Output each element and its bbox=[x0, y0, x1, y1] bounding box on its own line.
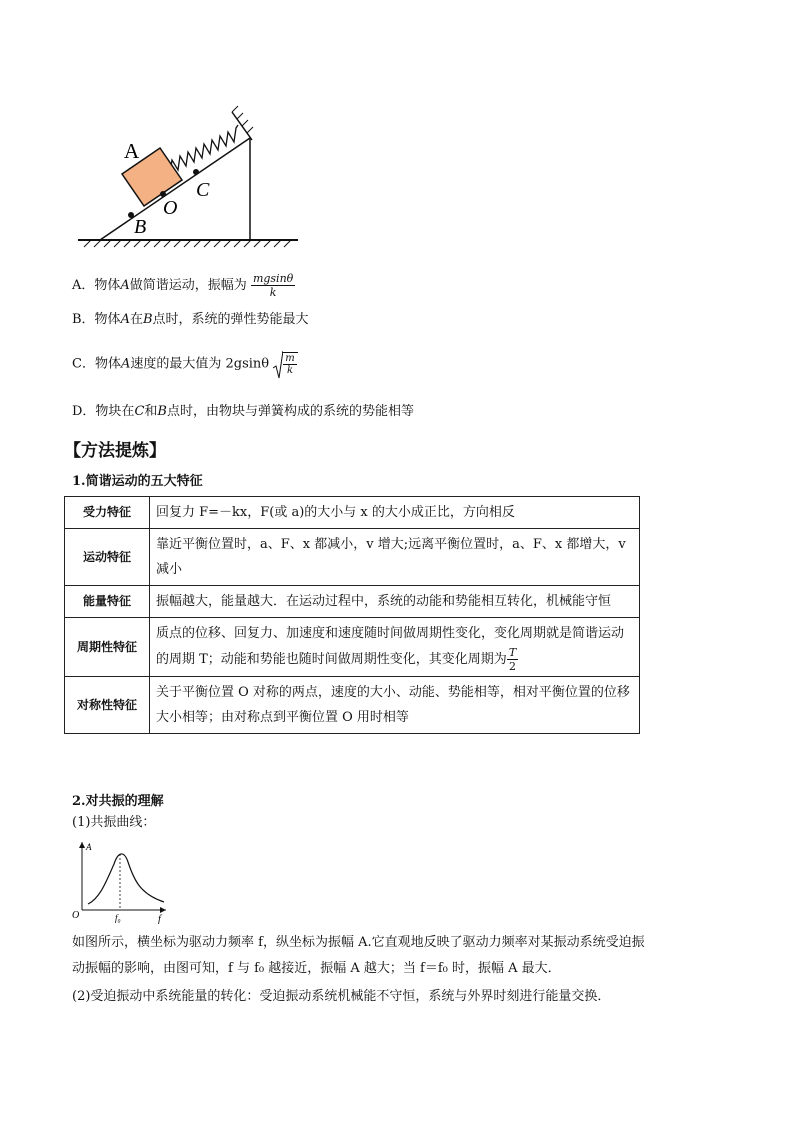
option-b: B．物体A在B点时，系统的弹性势能最大 bbox=[72, 312, 309, 327]
table-row: 受力特征 回复力 F=－kx，F(或 a)的大小与 x 的大小成正比，方向相反 bbox=[65, 497, 640, 529]
subheading-resonance: 2.对共振的理解 bbox=[72, 794, 164, 809]
resonance-curve-label: (1)共振曲线： bbox=[72, 815, 156, 830]
label-o: O bbox=[163, 197, 178, 219]
incline-spring-figure bbox=[72, 100, 312, 250]
label-c: C bbox=[196, 179, 210, 201]
subheading-five-features: 1.简谐运动的五大特征 bbox=[72, 474, 203, 489]
sqrt-expression: $\frac{m}{k}$ bbox=[273, 352, 297, 376]
paragraph-resonance-explanation: 如图所示，横坐标为驱动力频率 f，纵坐标为振幅 A.它直观地反映了驱动力频率对某振动系统受迫振动振幅的影响，由图可知，f 与 f₀ 越接近，振幅 A 越大；当 f＝f₀ 时，振幅 A 最大． bbox=[72, 935, 645, 976]
origin-label: O bbox=[72, 910, 80, 921]
table-row: 周期性特征 质点的位移、回复力、加速度和速度随时间做周期性变化，变化周期就是简谐运动的周期 T；动能和势能也随时间做周期性变化，其变化周期为 $\frac{T}{2}$ bbox=[65, 618, 640, 677]
y-axis-label: A bbox=[86, 842, 92, 852]
table-row: 能量特征 振幅越大，能量越大．在运动过程中，系统的动能和势能相互转化，机械能守恒 bbox=[65, 586, 640, 618]
option-c: C．物体A速度的最大值为 2gsinθ $\frac{m}{k}$ bbox=[72, 352, 298, 376]
f0-label: f₀ bbox=[115, 913, 121, 923]
resonance-curve-figure bbox=[66, 838, 176, 924]
amplitude-fraction: $\frac{mgsin\theta}{k}$ bbox=[252, 272, 294, 299]
paragraph-energy-transfer: (2)受迫振动中系统能量的转化：受迫振动系统机械能不守恒，系统与外界时刻进行能量交换． bbox=[72, 989, 611, 1004]
table-row: 运动特征 靠近平衡位置时，a、F、x 都减小，v 增大;远离平衡位置时，a、F、x 都增大，v 减小 bbox=[65, 529, 640, 586]
table-row: 对称性特征 关于平衡位置 O 对称的两点，速度的大小、动能、势能相等，相对平衡位置的位移大小相等；由对称点到平衡位置 O 用时相等 bbox=[65, 677, 640, 734]
features-table bbox=[64, 496, 640, 734]
section-title: 【方法提炼】 bbox=[64, 441, 166, 461]
period-fraction: $\frac{T}{2}$ bbox=[508, 646, 517, 673]
option-d: D．物块在C和B点时，由物块与弹簧构成的系统的势能相等 bbox=[72, 404, 414, 419]
label-a: A bbox=[124, 139, 140, 163]
x-axis-label: f bbox=[158, 914, 161, 924]
option-a: A．物体A做简谐运动，振幅为 $\frac{mgsin\theta}{k}$ bbox=[72, 272, 294, 299]
label-b: B bbox=[134, 216, 147, 238]
